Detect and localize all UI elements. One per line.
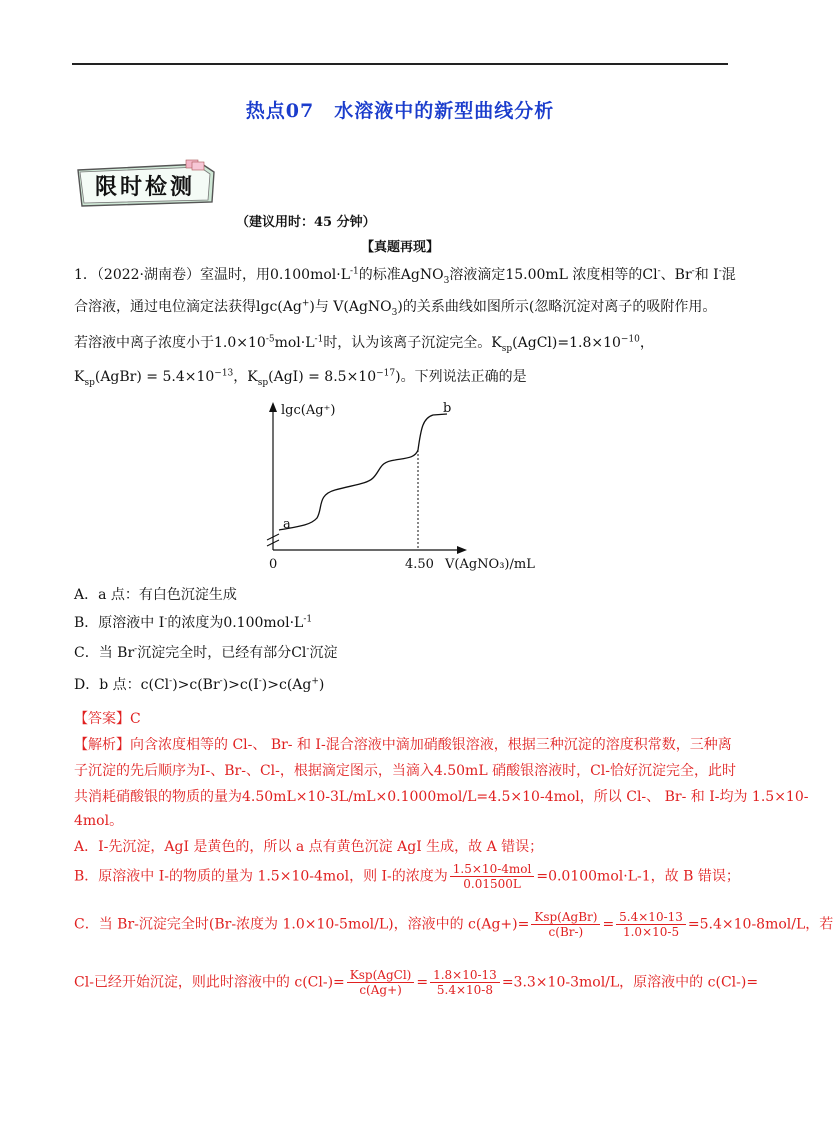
point-a-label: a <box>283 517 291 532</box>
question-line-1: 1．（2022·湖南卷）室温时，用$0.100mol\cdot L^{-1}$的标准AgNO$_3$溶液滴定15.00mL 浓度相等的Cl-、Br-和 I-混 <box>74 266 736 286</box>
option-a: A．a 点：有白色沉淀生成 <box>74 587 237 603</box>
option-c: C．当 Br-沉淀完全时，已经有部分Cl-沉淀 <box>74 644 338 661</box>
y-axis-label: lgc(Ag⁺) <box>281 403 336 418</box>
origin-label: 0 <box>269 557 278 572</box>
badge-label: 限时检测 <box>94 174 195 200</box>
titration-curve-chart <box>255 400 555 575</box>
page-title: 热点07 水溶液中的新型曲线分析 <box>245 100 555 122</box>
x-tick-label: 4.50 <box>405 557 434 572</box>
analysis-line-4: 4mol。 <box>74 813 124 829</box>
analysis-line-3: 共消耗硝酸银的物质的量为4.50mL×10-3L/mL×0.1000mol/L=4.5×10-4mol，所以 Cl-、 Br- 和 I-均为 1.5×10- <box>74 789 809 805</box>
fraction-agbr-values: $\frac{5.4\times 10-13}{1.0\times 10-5}$ <box>616 910 686 939</box>
fraction-agcl-values: $\frac{1.8\times 10-13}{5.4\times 10-8}$ <box>430 968 500 997</box>
option-b: B．原溶液中 I-的浓度为$0.100mol\cdot L^{-1}$ <box>74 614 313 631</box>
y-axis-arrow <box>269 402 277 412</box>
time-hint: （建议用时：45 分钟） <box>236 215 376 230</box>
point-b-label: b <box>443 401 452 416</box>
analysis-option-a: A．I-先沉淀，AgI 是黄色的，所以 a 点有黄色沉淀 AgI 生成，故 A 错误； <box>74 839 544 855</box>
analysis-option-c: C．当 Br-沉淀完全时(Br-浓度为 1.0×10-5mol/L)，溶液中的 c(Ag+)= $\frac{\text{Ksp(AgBr)}}{c(Br-)}$ = $\frac{5.4\times 10-13}{1.0\times 10-5}$ =5.4×10-8mol/L，若 <box>74 910 833 939</box>
question-line-2: 合溶液，通过电位滴定法获得lgc(Ag+)与 V(AgNO$_3$)的关系曲线如图所示(忽略沉淀对离子的吸附作用。 <box>74 298 717 318</box>
fraction-ksp-agbr: $\frac{\text{Ksp(AgBr)}}{c(Br-)}$ <box>531 910 600 939</box>
analysis-option-b: B．原溶液中 I-的物质的量为 1.5×10-4mol，则 I-的浓度为 $\frac{\text{1.5×10-4mol}}{0.01500L}$ =0.0100mol·L-1，故 B 错误； <box>74 862 740 891</box>
fraction-i-concentration: $\frac{\text{1.5×10-4mol}}{0.01500L}$ <box>450 862 535 891</box>
analysis-option-c-cont: Cl-已经开始沉淀，则此时溶液中的 c(Cl-)= $\frac{\text{Ksp(AgCl)}}{c(Ag+)}$ = $\frac{1.8\times 10-13}{5.4\times 10-8}$ =3.3×10-3mol/L，原溶液中的 c(Cl-)= <box>74 968 759 997</box>
question-line-3: 若溶液中离子浓度小于$1.0\times 10^{-5}mol\cdot L^{-1}$时，认为该离子沉淀完全。$K_{sp}(AgCl)=1.8\times 10^{-10}$， <box>74 334 654 354</box>
section-badge <box>74 160 220 208</box>
question-line-4: $K_{sp}(AgBr) = 5.4\times 10^{-13}$，$K_{sp}(AgI) = 8.5\times 10^{-17}$)。下列说法正确的是 <box>74 368 527 388</box>
x-axis-arrow <box>457 546 467 554</box>
titration-curve <box>279 414 447 530</box>
x-axis-label: V(AgNO₃)/mL <box>445 557 535 572</box>
answer: 【答案】C <box>74 711 141 727</box>
section-header: 【真题再现】 <box>360 240 439 255</box>
top-rule <box>72 63 728 65</box>
option-d: D．b 点：c(Cl-)>c(Br-)>c(I-)>c(Ag+) <box>74 676 325 693</box>
analysis-line-1: 【解析】向含浓度相等的 Cl-、 Br- 和 I-混合溶液中滴加硝酸银溶液，根据三种沉淀的溶度积常数，三种离 <box>74 737 732 753</box>
fraction-ksp-agcl: $\frac{\text{Ksp(AgCl)}}{c(Ag+)}$ <box>347 968 415 997</box>
analysis-line-2: 子沉淀的先后顺序为I-、Br-、Cl-，根据滴定图示，当滴入4.50mL 硝酸银溶液时，Cl-恰好沉淀完全，此时 <box>74 763 737 779</box>
